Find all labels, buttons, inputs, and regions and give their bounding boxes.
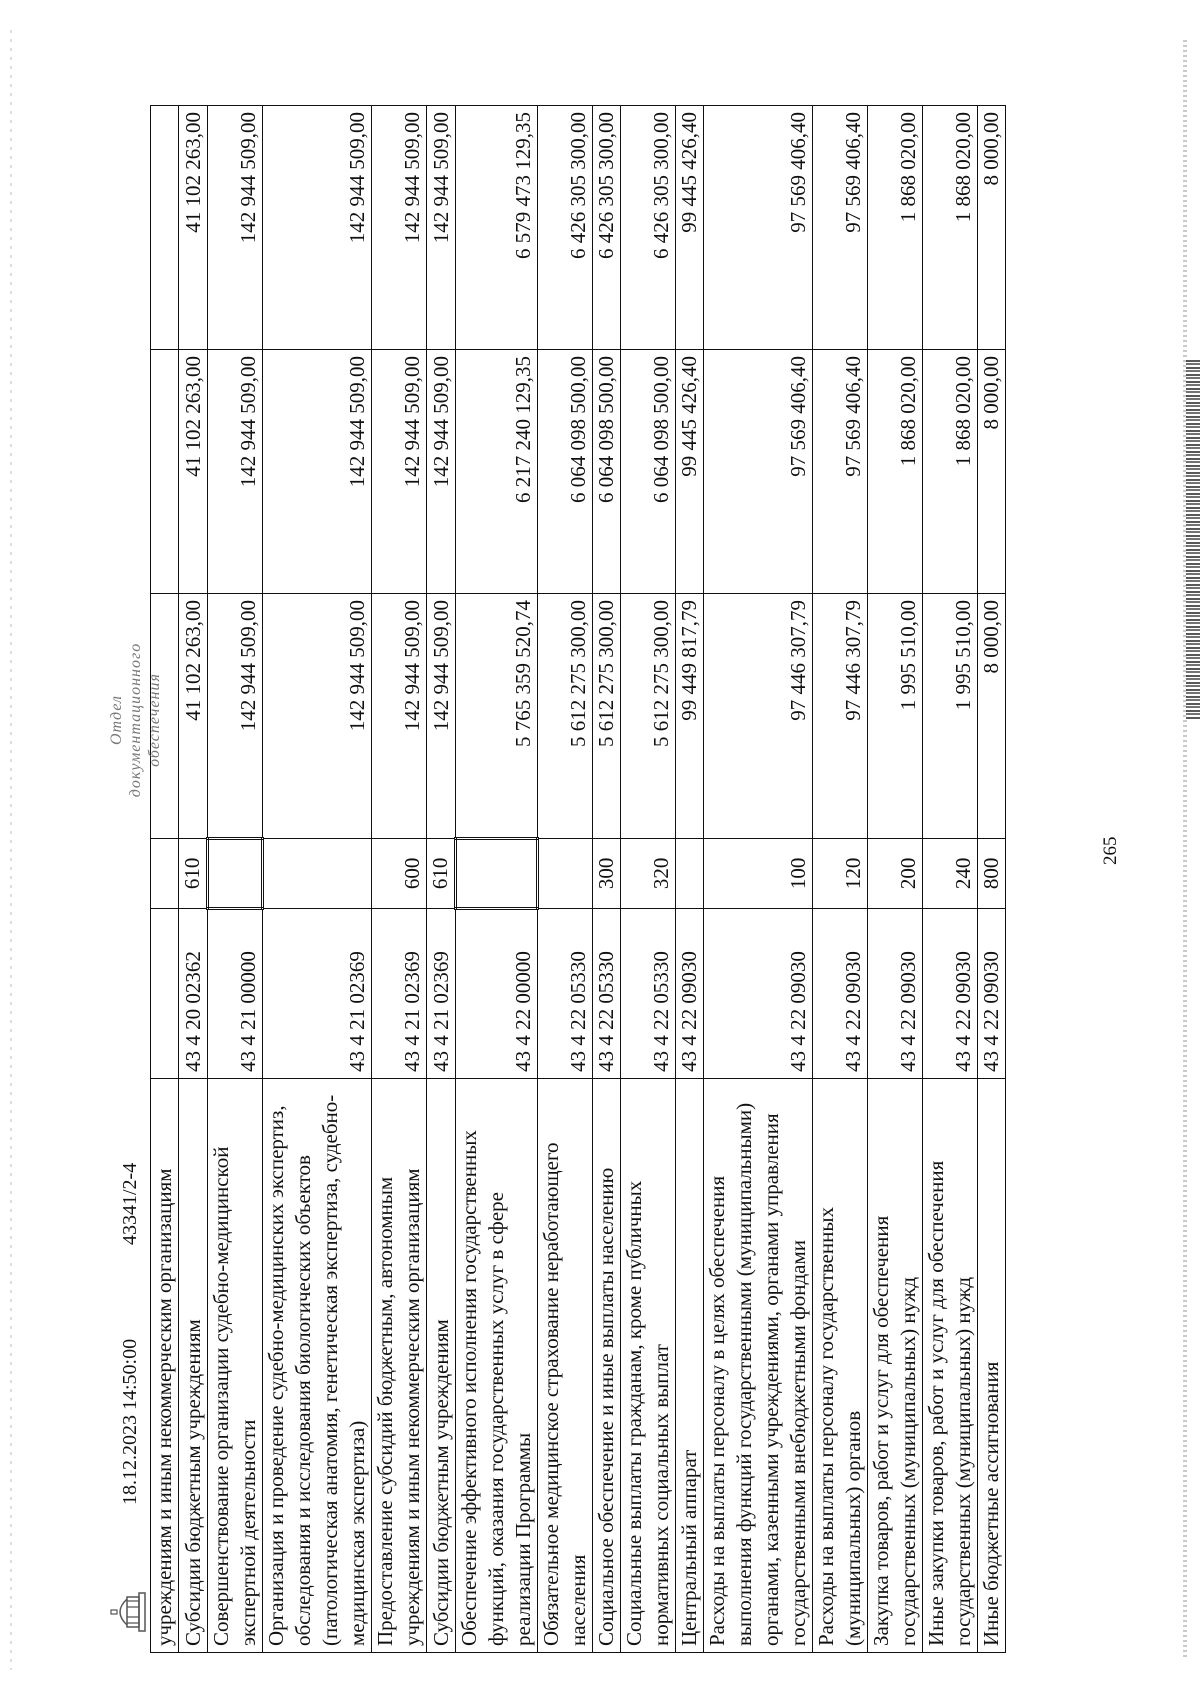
- amount-year-1-cell: 99 449 817,79: [676, 594, 704, 839]
- budget-table: [150, 105, 1006, 1653]
- expense-name-cell: [263, 1078, 372, 1652]
- expense-name-line: органами, казенными учреждениями, органами управления: [759, 1113, 783, 1646]
- table-row: [538, 106, 593, 1653]
- amount-year-3-cell: 1 868 020,00: [868, 106, 923, 350]
- amount-year-2-cell: 8 000,00: [978, 350, 1006, 594]
- expense-type-cell: 100: [704, 839, 813, 909]
- amount-year-3-cell: 41 102 263,00: [179, 106, 208, 350]
- expense-name-cell: [978, 1078, 1006, 1652]
- amount-year-2-cell: 142 944 509,00: [208, 350, 263, 594]
- amount-year-3-cell: 1 868 020,00: [923, 106, 978, 350]
- expense-name-line: государственных (муниципальных) нужд: [951, 1276, 975, 1646]
- expense-name-line: (патологическая анатомия, генетическая экспертиза, судебно-: [318, 1094, 342, 1646]
- expense-type-cell: 800: [978, 839, 1006, 909]
- amount-year-2-cell: 6 064 098 500,00: [593, 350, 621, 594]
- stamp-line-2: обеспечения: [146, 673, 163, 767]
- expense-name-line: Социальное обеспечение и иные выплаты населению: [594, 1167, 618, 1646]
- expense-name-line: экспертной деятельности: [236, 1419, 260, 1646]
- expense-name-line: медицинская экспертиза): [345, 1420, 369, 1646]
- expense-type-cell: [263, 839, 372, 909]
- expense-name-line: реализации Программы: [511, 1432, 535, 1646]
- table-row: [676, 106, 704, 1653]
- expense-name-line: Закупка товаров, работ и услуг для обеспечения: [869, 1215, 893, 1646]
- amount-year-1-cell: 5 765 359 520,74: [456, 594, 538, 839]
- stamp-line-1: Отдел документационного: [108, 642, 144, 798]
- amount-year-1-cell: 41 102 263,00: [179, 594, 208, 839]
- expense-name-cell: [676, 1078, 704, 1652]
- amount-year-1-cell: 5 612 275 300,00: [593, 594, 621, 839]
- expense-name-line: выполнения функций государственными (муниципальными): [732, 1102, 756, 1646]
- amount-year-1-cell: 142 944 509,00: [263, 594, 372, 839]
- expense-name-line: государственными внебюджетными фондами: [786, 1239, 810, 1646]
- amount-year-1-cell: 142 944 509,00: [208, 594, 263, 839]
- target-code-cell: 43 4 21 00000: [208, 908, 263, 1078]
- amount-year-3-cell: 142 944 509,00: [427, 106, 456, 350]
- target-code-cell: 43 4 22 00000: [456, 908, 538, 1078]
- expense-type-cell: 120: [813, 839, 868, 909]
- target-code-cell: 43 4 22 09030: [923, 908, 978, 1078]
- expense-name-cell: [593, 1078, 621, 1652]
- amount-year-2-cell: 1 868 020,00: [923, 350, 978, 594]
- amount-year-1-cell: 5 612 275 300,00: [621, 594, 676, 839]
- expense-type-cell: 300: [593, 839, 621, 909]
- amount-year-1-cell: 142 944 509,00: [372, 594, 427, 839]
- amount-year-1-cell: 97 446 307,79: [813, 594, 868, 839]
- expense-name-cell: [813, 1078, 868, 1652]
- amount-year-3-cell: 6 426 305 300,00: [538, 106, 593, 350]
- expense-name-line: функций, оказания государственных услуг в сфере: [484, 1192, 508, 1646]
- footer-date: 18.12.2023 14:50:00: [119, 1338, 141, 1505]
- expense-type-cell: 200: [868, 839, 923, 909]
- target-code-cell: 43 4 22 09030: [676, 908, 704, 1078]
- amount-year-1-cell: 97 446 307,79: [704, 594, 813, 839]
- expense-name-line: Социальные выплаты гражданам, кроме публичных: [622, 1180, 646, 1646]
- table-row: [263, 106, 372, 1653]
- expense-name-line: Организация и проведение судебно-медицинских экспертиз,: [264, 1105, 288, 1646]
- table-row: [427, 106, 456, 1653]
- amount-year-2-cell: 97 569 406,40: [813, 350, 868, 594]
- expense-name-line: Обеспечение эффективного исполнения государственных: [457, 1130, 481, 1646]
- expense-name-line: учреждениям и иным некоммерческим организациям: [152, 1168, 176, 1646]
- table-row: [208, 106, 263, 1653]
- amount-year-3-cell: 99 445 426,40: [676, 106, 704, 350]
- expense-type-cell: [676, 839, 704, 909]
- target-code-cell: 43 4 22 09030: [868, 908, 923, 1078]
- expense-name-line: Центральный аппарат: [677, 1449, 701, 1646]
- table-row: [868, 106, 923, 1653]
- amount-year-2-cell: 142 944 509,00: [427, 350, 456, 594]
- amount-year-1-cell: 142 944 509,00: [427, 594, 456, 839]
- expense-type-cell: 600: [372, 839, 427, 909]
- expense-name-line: Расходы на выплаты персоналу государственных: [814, 1207, 838, 1646]
- amount-year-1-cell: 5 612 275 300,00: [538, 594, 593, 839]
- expense-name-line: Иные бюджетные ассигнования: [979, 1361, 1003, 1646]
- target-code-cell: 43 4 21 02369: [372, 908, 427, 1078]
- expense-name-line: государственных (муниципальных) нужд: [896, 1276, 920, 1646]
- amount-year-3-cell: 142 944 509,00: [372, 106, 427, 350]
- amount-year-3-cell: [151, 106, 179, 350]
- amount-year-2-cell: 97 569 406,40: [704, 350, 813, 594]
- expense-type-cell: [456, 839, 538, 909]
- expense-name-line: Субсидии бюджетным учреждениям: [181, 1319, 205, 1646]
- target-code-cell: 43 4 22 05330: [593, 908, 621, 1078]
- target-code-cell: 43 4 20 02362: [179, 908, 208, 1078]
- amount-year-3-cell: 8 000,00: [978, 106, 1006, 350]
- expense-name-cell: [923, 1078, 978, 1652]
- table-row: [621, 106, 676, 1653]
- amount-year-3-cell: 142 944 509,00: [263, 106, 372, 350]
- expense-name-cell: [208, 1078, 263, 1652]
- target-code-cell: 43 4 22 09030: [978, 908, 1006, 1078]
- expense-name-line: нормативных социальных выплат: [649, 1344, 673, 1646]
- target-code-cell: 43 4 22 09030: [813, 908, 868, 1078]
- amount-year-3-cell: 142 944 509,00: [208, 106, 263, 350]
- expense-name-cell: [179, 1078, 208, 1652]
- expense-name-cell: [704, 1078, 813, 1652]
- amount-year-2-cell: 6 064 098 500,00: [538, 350, 593, 594]
- expense-name-line: Обязательное медицинское страхование неработающего: [539, 1142, 563, 1646]
- amount-year-2-cell: 1 868 020,00: [868, 350, 923, 594]
- scan-noise-left: [10, 30, 12, 1670]
- expense-name-cell: [868, 1078, 923, 1652]
- amount-year-2-cell: 6 217 240 129,35: [456, 350, 538, 594]
- amount-year-2-cell: 142 944 509,00: [263, 350, 372, 594]
- page-number: 265: [1100, 836, 1121, 865]
- target-code-cell: 43 4 22 05330: [621, 908, 676, 1078]
- expense-name-cell: [372, 1078, 427, 1652]
- page-footer: [105, 635, 165, 1635]
- expense-type-cell: [538, 839, 593, 909]
- expense-name-line: населения: [566, 1554, 590, 1646]
- expense-name-line: Иные закупки товаров, работ и услуг для обеспечения: [924, 1160, 948, 1646]
- expense-name-line: (муниципальных) органов: [841, 1410, 865, 1646]
- amount-year-1-cell: 1 995 510,00: [868, 594, 923, 839]
- expense-name-line: Расходы на выплаты персоналу в целях обеспечения: [705, 1175, 729, 1646]
- expense-name-cell: [538, 1078, 593, 1652]
- expense-name-line: Предоставление субсидий бюджетным, автономным: [373, 1176, 397, 1646]
- target-code-cell: 43 4 21 02369: [427, 908, 456, 1078]
- table-row: [813, 106, 868, 1653]
- target-code-cell: 43 4 22 09030: [704, 908, 813, 1078]
- expense-name-cell: [621, 1078, 676, 1652]
- footer-doc-code: 43341/2-4: [119, 1162, 141, 1245]
- table-row: [978, 106, 1006, 1653]
- target-code-cell: 43 4 22 05330: [538, 908, 593, 1078]
- table-row: [456, 106, 538, 1653]
- emblem-icon: [105, 1589, 151, 1635]
- amount-year-3-cell: 6 426 305 300,00: [593, 106, 621, 350]
- amount-year-2-cell: 6 064 098 500,00: [621, 350, 676, 594]
- table-row: [372, 106, 427, 1653]
- barcode: [1186, 360, 1200, 720]
- table-row: [704, 106, 813, 1653]
- amount-year-1-cell: 1 995 510,00: [923, 594, 978, 839]
- scan-noise-right: [1183, 40, 1187, 1660]
- expense-type-cell: 610: [427, 839, 456, 909]
- amount-year-3-cell: 97 569 406,40: [813, 106, 868, 350]
- target-code-cell: 43 4 21 02369: [263, 908, 372, 1078]
- amount-year-3-cell: 97 569 406,40: [704, 106, 813, 350]
- expense-name-line: Субсидии бюджетным учреждениям: [429, 1319, 453, 1646]
- rotated-page: [90, 100, 1140, 1655]
- amount-year-2-cell: 142 944 509,00: [372, 350, 427, 594]
- table-row: [923, 106, 978, 1653]
- amount-year-1-cell: 8 000,00: [978, 594, 1006, 839]
- table-row: [593, 106, 621, 1653]
- department-stamp: [107, 635, 164, 805]
- expense-type-cell: [208, 839, 263, 909]
- expense-name-line: учреждениям и иным некоммерческим организациям: [400, 1168, 424, 1646]
- expense-name-line: Совершенствование организации судебно-медицинской: [209, 1146, 233, 1646]
- expense-type-cell: 320: [621, 839, 676, 909]
- amount-year-3-cell: 6 426 305 300,00: [621, 106, 676, 350]
- budget-table-body: [151, 106, 1006, 1653]
- amount-year-3-cell: 6 579 473 129,35: [456, 106, 538, 350]
- expense-name-line: обследования и исследования биологических объектов: [291, 1155, 315, 1646]
- amount-year-2-cell: 99 445 426,40: [676, 350, 704, 594]
- amount-year-2-cell: 41 102 263,00: [179, 350, 208, 594]
- table-row: [179, 106, 208, 1653]
- expense-type-cell: 610: [179, 839, 208, 909]
- amount-year-2-cell: [151, 350, 179, 594]
- expense-name-cell: [427, 1078, 456, 1652]
- expense-type-cell: 240: [923, 839, 978, 909]
- expense-name-cell: [456, 1078, 538, 1652]
